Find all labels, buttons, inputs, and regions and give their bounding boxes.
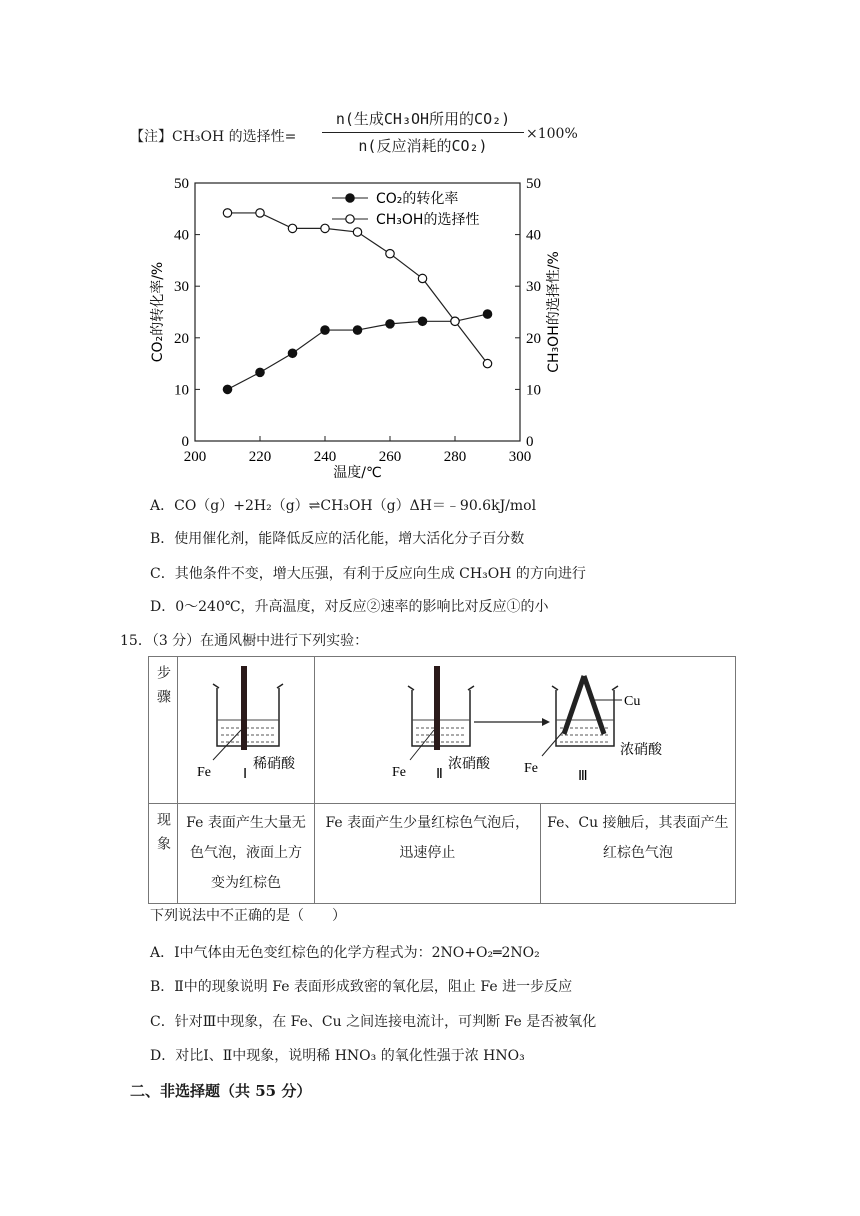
y-left-tick-label-0: 0: [181, 434, 189, 450]
q14-option-d: D．0～240℃，升高温度，对反应②速率的影响比对反应①的小: [150, 599, 549, 615]
co2-conversion-methanol-selectivity-chart: [140, 168, 562, 481]
selectivity-note-suffix: ×100%: [526, 126, 578, 142]
q15-question: 下列说法中不正确的是（ ）: [150, 908, 346, 924]
phenomena-header: 现象: [149, 804, 178, 904]
transfer-arrow-head: [542, 718, 550, 726]
step-2-label: Ⅱ: [436, 767, 443, 782]
step-3-label: Ⅲ: [578, 769, 588, 784]
section-2-heading: 二、非选择题（共 55 分）: [130, 1082, 312, 1100]
fe-rod-2: [434, 666, 440, 750]
selectivity-note-prefix: 【注】CH₃OH 的选择性=: [130, 129, 297, 145]
step-1-cell: [178, 657, 315, 804]
q15-stem: 15．（3 分）在通风橱中进行下列实验：: [120, 633, 369, 649]
x-tick-label-200: 200: [183, 449, 207, 465]
y-left-tick-label-50: 50: [174, 176, 189, 192]
q15-option-c: C．针对Ⅲ中现象，在 Fe、Cu 之间连接电流计，可判断 Fe 是否被氧化: [150, 1014, 597, 1030]
y-right-tick-label-40: 40: [526, 227, 541, 244]
beaker-3-lip: [552, 686, 618, 690]
fe-label-2: Fe: [392, 765, 406, 780]
series-1-point-3: [321, 224, 329, 232]
y-left-tick-label-30: 30: [174, 279, 189, 296]
fe-label-1: Fe: [197, 765, 211, 780]
phenomenon-3: Fe、Cu 接触后，其表面产生红棕色气泡: [540, 804, 735, 904]
beaker-1: [217, 688, 279, 746]
y-right-tick-label-50: 50: [526, 176, 541, 192]
beaker-2: [412, 690, 470, 746]
y-left-tick-label-10: 10: [174, 382, 189, 399]
series-1-point-1: [256, 209, 264, 217]
fe-rod-1: [241, 666, 247, 750]
beaker-2-lip: [408, 686, 474, 690]
series-0-point-6: [418, 317, 426, 325]
legend-marker-1: [346, 215, 354, 223]
y-right-tick-label-30: 30: [526, 279, 541, 296]
fe-label-3: Fe: [524, 761, 538, 776]
step-1-label: Ⅰ: [243, 767, 248, 782]
series-0-point-3: [321, 326, 329, 334]
fraction-denominator: n(反应消耗的CO₂): [358, 137, 488, 155]
x-tick-label-280: 280: [443, 449, 467, 465]
series-1-point-0: [223, 209, 231, 217]
dilute-acid-label: 稀硝酸: [253, 756, 295, 772]
series-0-point-0: [223, 385, 231, 393]
series-0-point-1: [256, 368, 264, 376]
fe-wire-3: [564, 676, 584, 734]
beaker-2-3-diagram: [316, 658, 734, 798]
x-tick-label-260: 260: [378, 449, 402, 465]
q15-option-d: D．对比Ⅰ、Ⅱ中现象，说明稀 HNO₃ 的氧化性强于浓 HNO₃: [150, 1048, 525, 1064]
series-1-point-2: [288, 224, 296, 232]
y-left-tick-label-20: 20: [174, 330, 189, 347]
q14-option-c: C．其他条件不变，增大压强，有利于反应向生成 CH₃OH 的方向进行: [150, 566, 586, 582]
legend-label-0: CO₂的转化率: [376, 191, 459, 207]
series-0-point-8: [483, 310, 491, 318]
beaker-3: [556, 690, 614, 746]
q15-option-a: A．Ⅰ中气体由无色变红棕色的化学方程式为：2NO+O₂═2NO₂: [150, 945, 540, 961]
step-2-3-cell: [315, 657, 736, 804]
experiment-table: [148, 656, 736, 904]
series-0-point-2: [288, 349, 296, 357]
series-1-point-8: [483, 359, 491, 367]
series-1-point-4: [353, 228, 361, 236]
selectivity-fraction: [322, 108, 524, 157]
x-tick-label-220: 220: [248, 449, 272, 465]
phenomenon-2: Fe 表面产生少量红棕色气泡后，迅速停止: [315, 804, 541, 904]
beaker-1-diagram: [179, 658, 313, 798]
phenomenon-1: Fe 表面产生大量无色气泡，液面上方变为红棕色: [178, 804, 315, 904]
series-1-point-5: [386, 249, 394, 257]
series-0-point-5: [386, 320, 394, 328]
legend-marker-0: [346, 194, 354, 202]
y-right-tick-label-10: 10: [526, 382, 541, 399]
legend-label-1: CH₃OH的选择性: [376, 212, 480, 228]
q14-option-b: B．使用催化剂，能降低反应的活化能，增大活化分子百分数: [150, 531, 525, 547]
series-0-point-4: [353, 326, 361, 334]
y-right-axis-label: CH₃OH的选择性/%: [546, 251, 562, 373]
y-left-tick-label-40: 40: [174, 227, 189, 244]
fraction-numerator: n(生成CH₃OH所用的CO₂): [335, 110, 511, 128]
x-axis-label: 温度/℃: [333, 465, 382, 481]
series-1-point-6: [418, 274, 426, 282]
beaker-1-lip: [213, 684, 283, 688]
y-left-axis-label: CO₂的转化率/%: [150, 261, 166, 363]
cu-label: Cu: [624, 694, 641, 709]
conc-acid-label-3: 浓硝酸: [620, 742, 662, 758]
q15-option-b: B．Ⅱ中的现象说明 Fe 表面形成致密的氧化层，阻止 Fe 进一步反应: [150, 979, 573, 995]
conc-acid-label-2: 浓硝酸: [448, 756, 490, 772]
steps-header: 步骤: [149, 657, 178, 804]
q14-option-a: A．CO（g）+2H₂（g）⇌CH₃OH（g）ΔH＝﹣90.6kJ/mol: [150, 498, 537, 514]
y-right-tick-label-20: 20: [526, 330, 541, 347]
cu-wire-3: [584, 676, 604, 734]
x-tick-label-300: 300: [508, 449, 532, 465]
y-right-tick-label-0: 0: [526, 434, 534, 450]
x-tick-label-240: 240: [313, 449, 337, 465]
series-1-point-7: [451, 317, 459, 325]
fraction-bar: [322, 132, 524, 133]
